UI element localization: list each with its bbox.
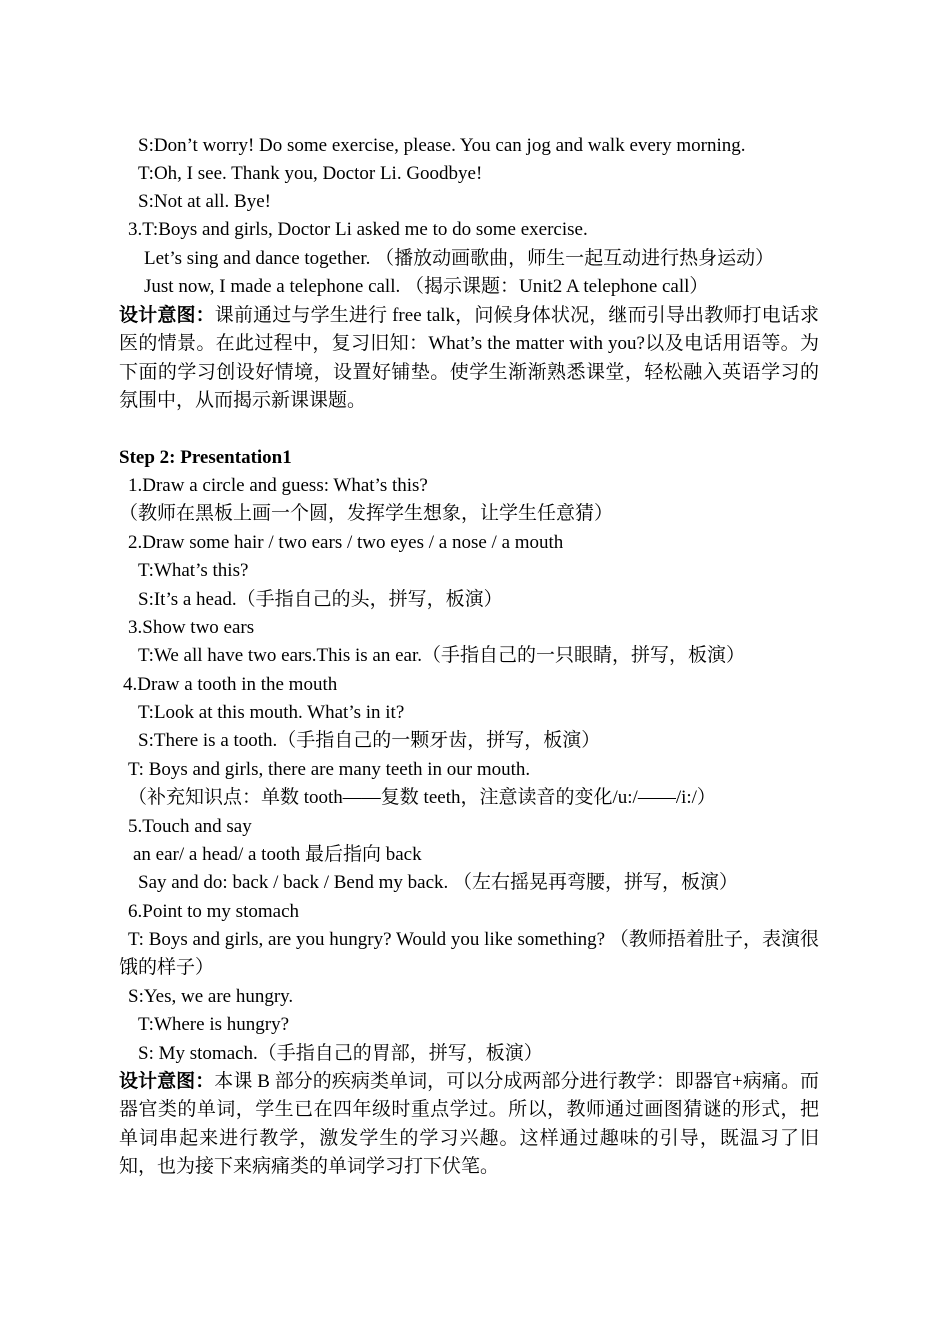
design-intent-paragraph: [119, 302, 819, 416]
step-line: S: My stomach.（手指自己的胃部，拼写，板演）: [138, 1043, 543, 1064]
dialogue-line: 3.T:Boys and girls, Doctor Li asked me to do some exercise.: [128, 219, 588, 240]
step-line: S:Yes, we are hungry.: [128, 986, 294, 1007]
design-intent-label: 设计意图：: [119, 1071, 215, 1092]
step-line: T: Boys and girls, there are many teeth in our mouth.: [128, 759, 531, 780]
dialogue-line: Let’s sing and dance together. （播放动画歌曲，师生一起互动进行热身运动）: [144, 248, 775, 269]
design-intent-text: 课前通过与学生进行 free talk，问候身体状况，继而引导出教师打电话求医的情景。在此过程中，复习旧知：What’s the matter with you?以及电话用语等。为下面的学习创设好情境，设置好铺垫。使学生渐渐熟悉课堂，轻松融入英语学习的氛围中，从而揭示新课课题。: [119, 305, 819, 412]
step-line: S:It’s a head.（手指自己的头，拼写，板演）: [138, 589, 503, 610]
step-line: T:What’s this?: [138, 560, 249, 581]
step-line: an ear/ a head/ a tooth 最后指向 back: [133, 844, 422, 865]
step-line: 4.Draw a tooth in the mouth: [123, 674, 338, 695]
step-line: 5.Touch and say: [128, 816, 252, 837]
step-line: （补充知识点：单数 tooth——复数 teeth，注意读音的变化/u:/——/i:/）: [128, 787, 716, 808]
design-intent-paragraph: [119, 1068, 819, 1182]
step-line: （教师在黑板上画一个圆，发挥学生想象，让学生任意猜）: [119, 503, 614, 524]
step-line: T:Where is hungry?: [138, 1014, 289, 1035]
step-line: 1.Draw a circle and guess: What’s this?: [128, 475, 428, 496]
dialogue-line: Just now, I made a telephone call. （揭示课题：Unit2 A telephone call）: [144, 276, 709, 297]
step-line: 3.Show two ears: [128, 617, 255, 638]
step-line: T:Look at this mouth. What’s in it?: [138, 702, 405, 723]
step-line: 6.Point to my stomach: [128, 901, 299, 922]
step-line: S:There is a tooth.（手指自己的一颗牙齿，拼写，板演）: [138, 730, 601, 751]
section-heading: Step 2: Presentation1: [119, 447, 292, 468]
design-intent-text: 本课 B 部分的疾病类单词，可以分成两部分进行教学：即器官+病痛。而器官类的单词，学生已在四年级时重点学过。所以，教师通过画图猜谜的形式，把单词串起来进行教学，激发学生的学习兴趣。这样通过趣味的引导，既温习了旧知，也为接下来病痛类的单词学习打下伏笔。: [119, 1071, 819, 1178]
dialogue-line: S:Not at all. Bye!: [138, 191, 271, 212]
dialogue-line: S:Don’t worry! Do some exercise, please. You can jog and walk every morning.: [138, 135, 746, 156]
step-line: 2.Draw some hair / two ears / two eyes / a nose / a mouth: [128, 532, 564, 553]
step-paragraph: T: Boys and girls, are you hungry? Would you like something? （教师捂着肚子，表演很饿的样子）: [119, 929, 819, 979]
step-line: T:We all have two ears.This is an ear.（手指自己的一只眼睛，拼写，板演）: [138, 645, 746, 666]
design-intent-label: 设计意图：: [119, 305, 215, 326]
dialogue-line: T:Oh, I see. Thank you, Doctor Li. Goodbye!: [138, 163, 483, 184]
step-line: Say and do: back / back / Bend my back. （左右摇晃再弯腰，拼写，板演）: [138, 872, 739, 893]
